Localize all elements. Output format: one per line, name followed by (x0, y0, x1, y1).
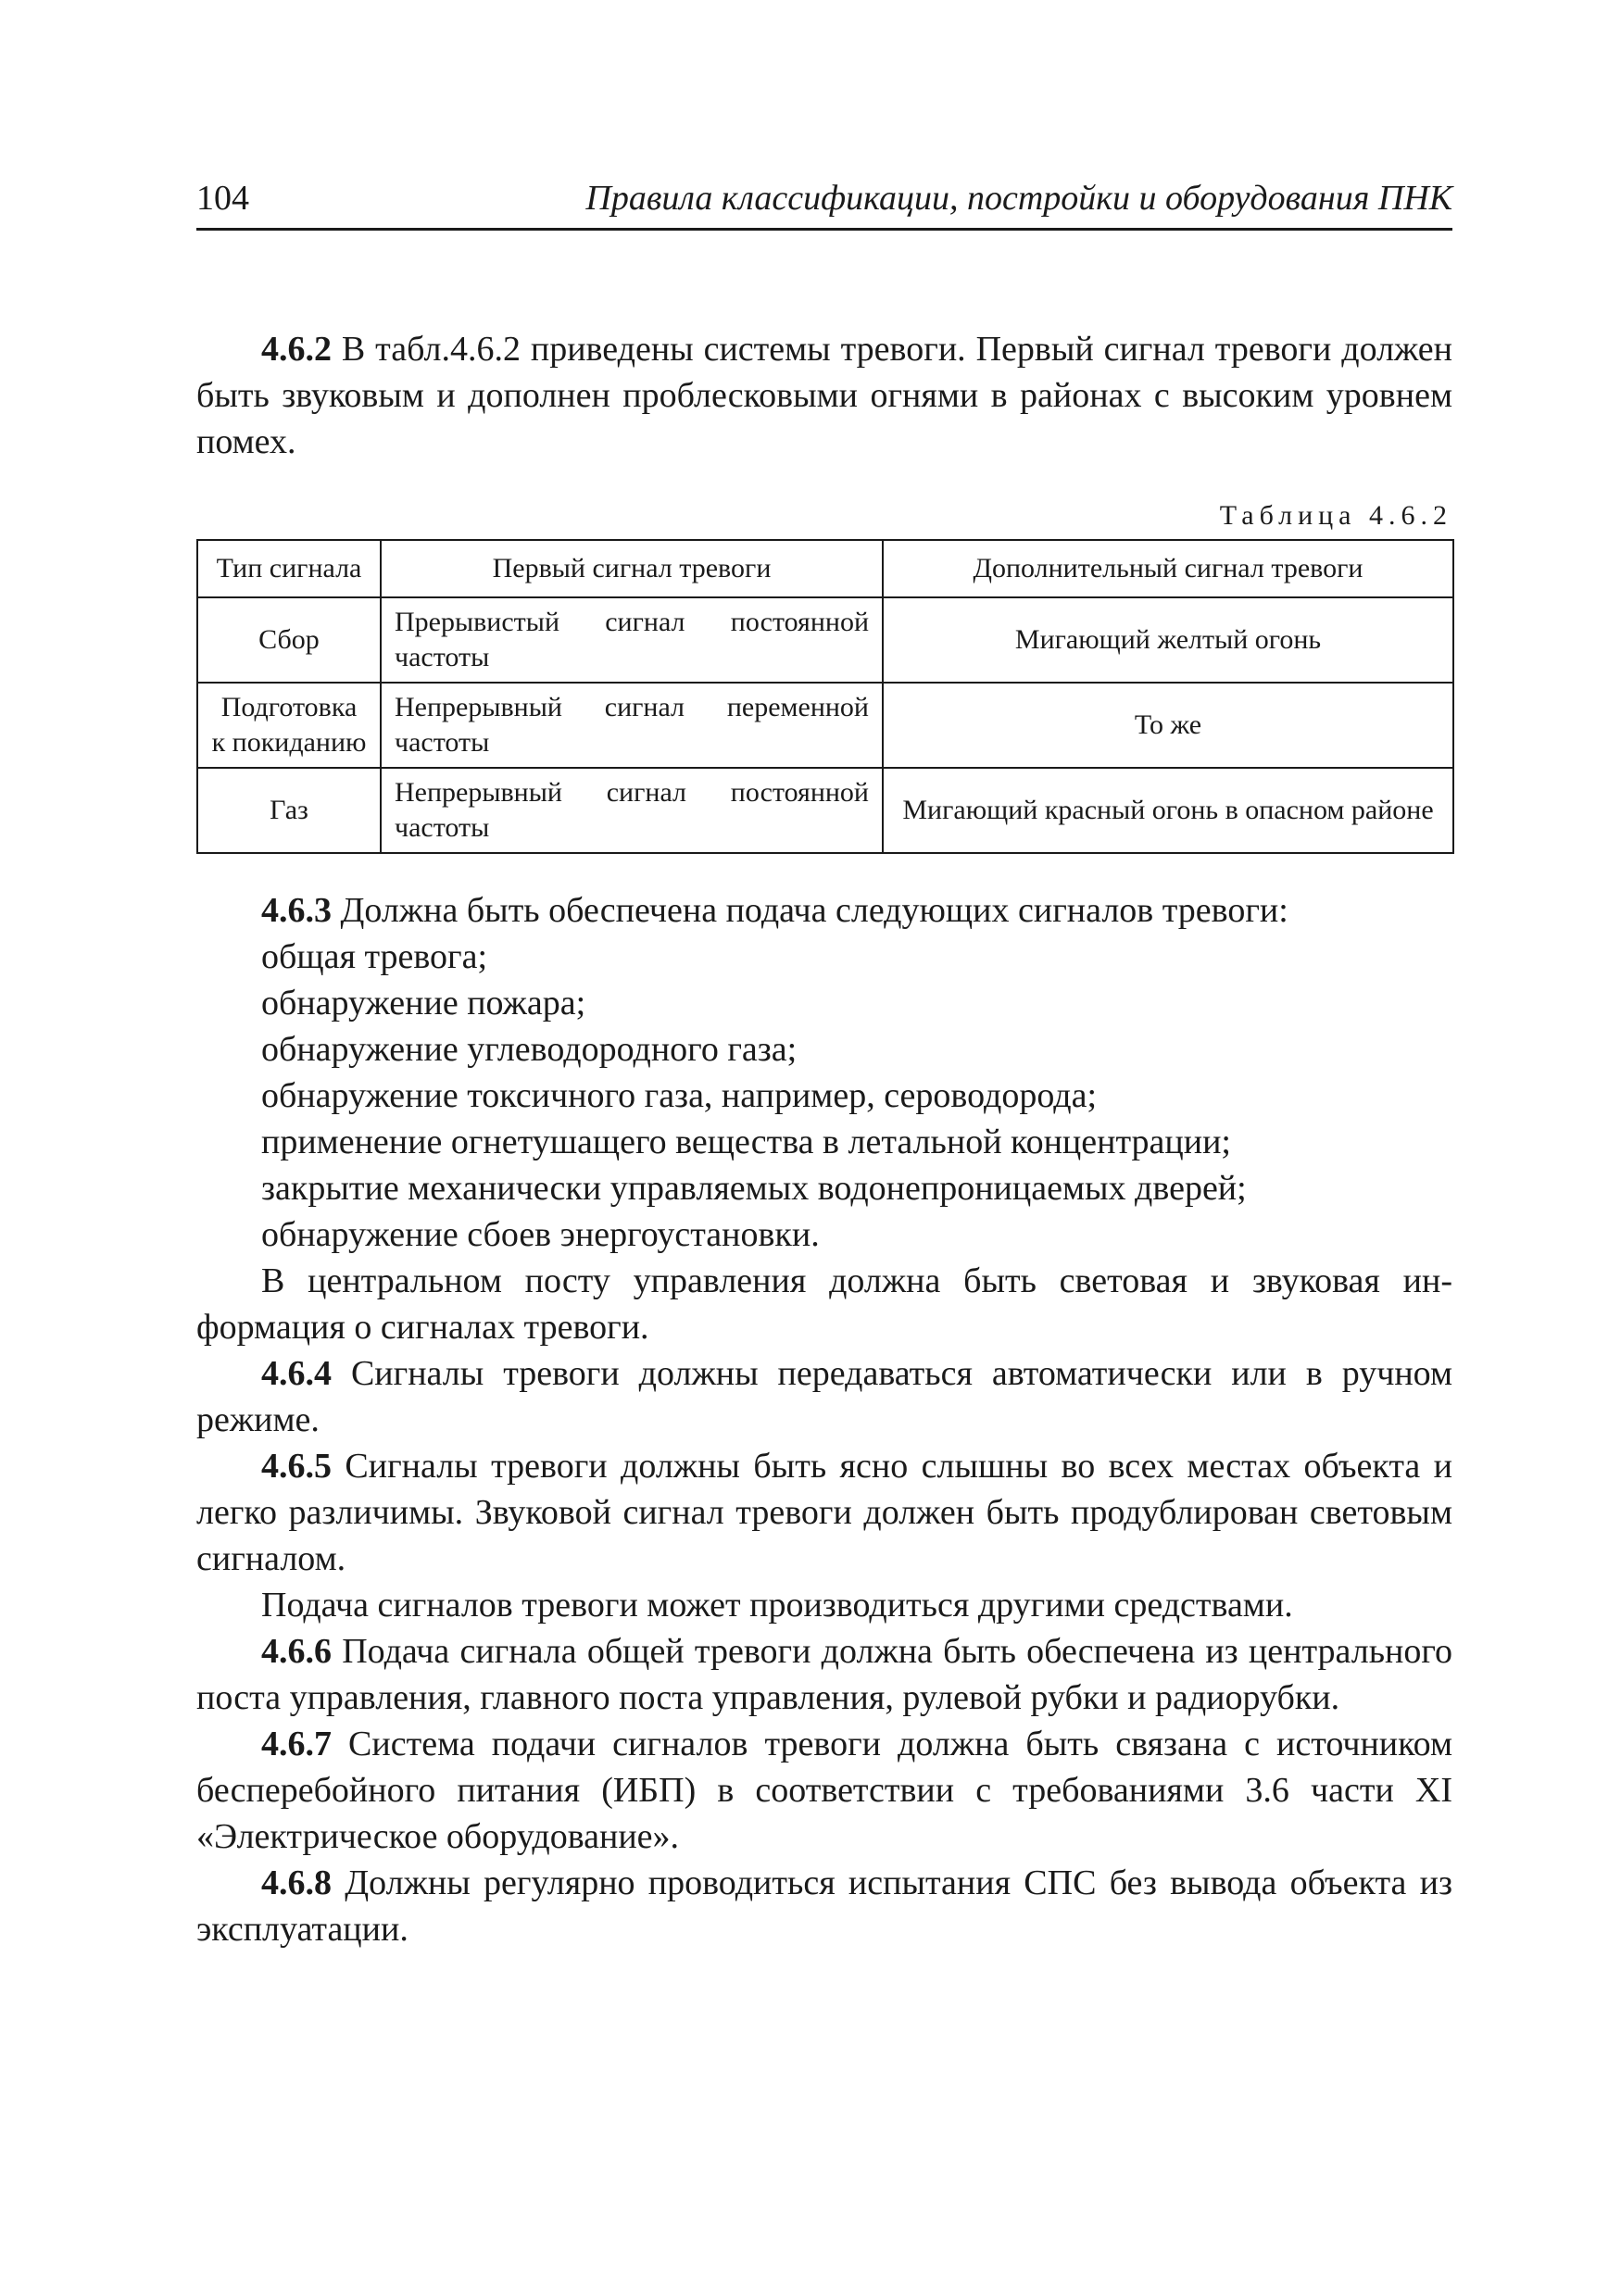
list-item: обнаружение токсичного газа, например, сероводорода; (261, 1076, 1097, 1115)
list-item: обнаружение углеводородного газа; (261, 1030, 798, 1069)
list-item: общая тревога; (261, 937, 488, 976)
cell-first-signal: Непрерывный сигнал постоянной частоты (381, 768, 883, 853)
clause-number: 4.6.4 (261, 1354, 332, 1393)
cell-additional-signal: Мигающий желтый огонь (883, 597, 1453, 683)
page-header (196, 174, 1452, 231)
clause-text: Система подачи сигналов тревоги должна быть связана с источником бесперебойного питания (ИБП) в соответствии с требованиями 3.6 части XI «Электрическое оборудование». (196, 1725, 1452, 1856)
clause-text: Сигналы тревоги должны передаваться автоматически или в ручном режиме. (196, 1354, 1452, 1439)
clause-4-6-2 (196, 326, 1452, 465)
table-row (197, 768, 1453, 853)
clause-number: 4.6.5 (261, 1447, 332, 1486)
clause-4-6-4 (196, 1350, 1452, 1443)
list-item: применение огнетушащего вещества в летальной концентрации; (261, 1123, 1231, 1161)
clause-text: В табл.4.6.2 приведены системы тревоги. Первый сигнал тревоги должен быть звуковым и дополнен проблесковыми огнями в районах с высоким уровнем помех. (196, 330, 1452, 461)
table-header-row (197, 540, 1453, 597)
cell-signal-type: Сбор (197, 597, 381, 683)
alarm-signals-table (196, 539, 1454, 854)
table-row (197, 683, 1453, 768)
central-post-paragraph: В центральном посту управления должна быть световая и звуковая информация о сигналах тревоги. (196, 1261, 1452, 1347)
clause-number: 4.6.7 (261, 1725, 332, 1763)
clause-text: Должны регулярно проводиться испытания СПС без вывода объекта из эксплуатации. (196, 1863, 1452, 1949)
list-item: обнаружение сбоев энергоустановки. (261, 1215, 820, 1254)
cell-additional-signal: То же (883, 683, 1453, 768)
other-means-paragraph: Подача сигналов тревоги может производиться другими средствами. (261, 1586, 1293, 1625)
clause-4-6-3 (196, 887, 1452, 934)
cell-first-signal: Прерывистый сигнал постоянной частоты (381, 597, 883, 683)
list-item: закрытие механически управляемых водонепроницаемых дверей; (261, 1169, 1247, 1208)
page-number: 104 (196, 179, 249, 218)
clause-text: Сигналы тревоги должны быть ясно слышны во всех местах объекта и легко различимы. Звуковой сигнал тревоги должен быть продублирован световым сигналом. (196, 1447, 1452, 1578)
clause-number: 4.6.8 (261, 1863, 332, 1902)
table-caption: Таблица 4.6.2 (1219, 500, 1452, 531)
cell-signal-type: Газ (197, 768, 381, 853)
clause-4-6-5 (196, 1443, 1452, 1582)
clause-number: 4.6.3 (261, 891, 332, 930)
column-header-first-signal: Первый сигнал тревоги (381, 540, 883, 597)
clause-number: 4.6.6 (261, 1632, 332, 1671)
table-row (197, 597, 1453, 683)
clause-text: Должна быть обеспечена подача следующих сигналов тревоги: (332, 891, 1288, 930)
clause-4-6-8 (196, 1860, 1452, 1952)
clause-text: Подача сигнала общей тревоги должна быть обеспечена из центрального поста управления, главного поста управления, рулевой рубки и радиорубки. (196, 1632, 1452, 1717)
clause-4-6-7 (196, 1721, 1452, 1860)
page-content (196, 326, 1452, 1952)
cell-additional-signal: Мигающий красный огонь в опасном районе (883, 768, 1453, 853)
column-header-additional-signal: Дополнительный сигнал тревоги (883, 540, 1453, 597)
list-item: обнаружение пожара; (261, 984, 586, 1023)
cell-first-signal: Непрерывный сигнал переменной частоты (381, 683, 883, 768)
running-title: Правила классификации, постройки и оборудования ПНК (585, 179, 1452, 218)
clause-number: 4.6.2 (261, 330, 332, 369)
column-header-type: Тип сигнала (197, 540, 381, 597)
cell-signal-type: Подготовка к покиданию (197, 683, 381, 768)
clauses-block (196, 887, 1452, 1952)
clause-4-6-6 (196, 1628, 1452, 1721)
